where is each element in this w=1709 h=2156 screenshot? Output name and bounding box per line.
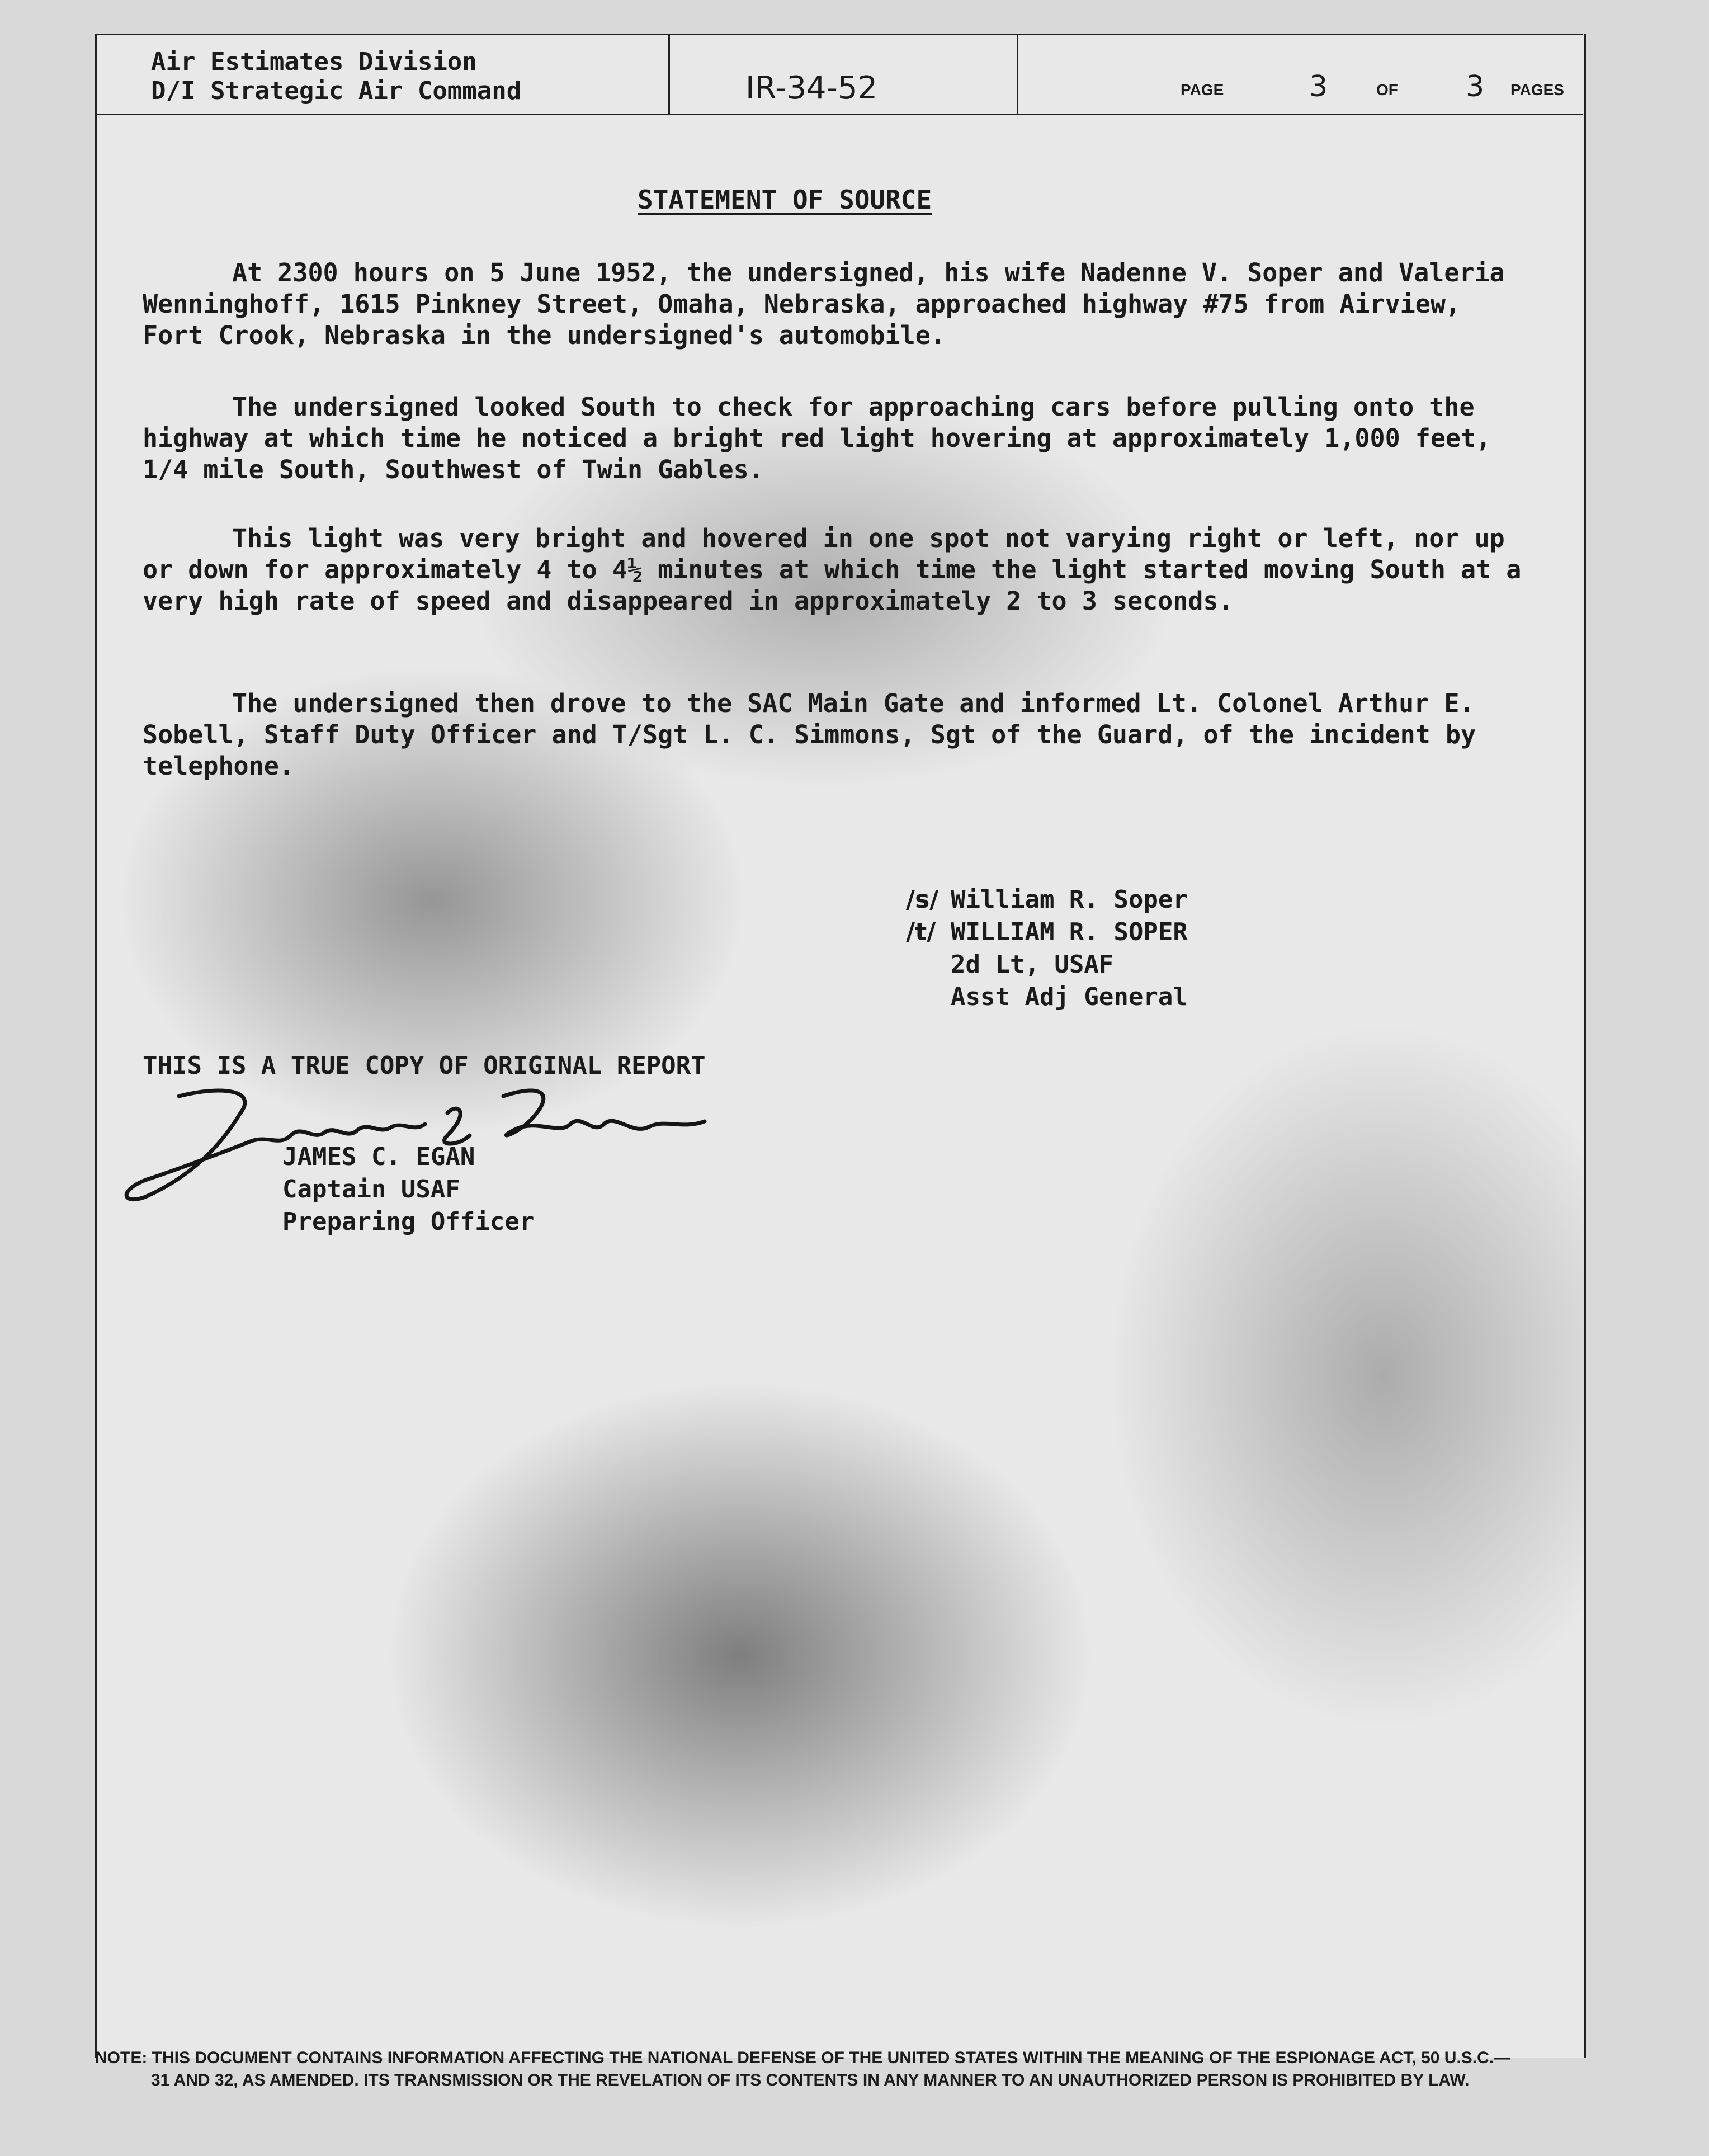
paragraph-2: The undersigned looked South to check for approaching cars before pulling onto the highway at which time he noticed a bright red light hovering at approximately 1,000 feet, 1/4 mile South, Southwest of Twin Gables. bbox=[143, 392, 1491, 484]
preparer-block bbox=[282, 1141, 534, 1238]
of-label: OF bbox=[1376, 81, 1398, 98]
signature-marks bbox=[906, 884, 951, 949]
org-line-1: Air Estimates Division bbox=[151, 48, 477, 76]
preparer-rank: Captain USAF bbox=[282, 1175, 460, 1204]
signature-block bbox=[906, 884, 1188, 1013]
paragraph-3: This light was very bright and hovered in one spot not varying right or left, nor up or down for approximately 4 to 4½ minutes at which time the light started moving South at a very high rate of speed and disappeared in approximately 2 to 3 seconds. bbox=[143, 523, 1522, 616]
footer-note-line-2: 31 AND 32, AS AMENDED. ITS TRANSMISSION OR THE REVELATION OF ITS CONTENTS IN ANY MANNER TO AN UNAUTHORIZED PERSON IS PROHIBITED BY LAW. bbox=[151, 2071, 1470, 2089]
footer-note bbox=[95, 2047, 1616, 2092]
certification-line: THIS IS A TRUE COPY OF ORIGINAL REPORT bbox=[143, 1051, 706, 1080]
page-total: 3 bbox=[1466, 70, 1485, 103]
signer-title: Asst Adj General bbox=[951, 983, 1188, 1011]
header-table bbox=[95, 34, 1583, 115]
typed-name: WILLIAM R. SOPER bbox=[951, 918, 1188, 946]
org-name bbox=[151, 48, 521, 106]
pages-label: PAGES bbox=[1510, 81, 1564, 98]
header-report-cell bbox=[670, 35, 1018, 114]
document-title: STATEMENT OF SOURCE bbox=[638, 185, 932, 215]
preparer-role: Preparing Officer bbox=[282, 1207, 535, 1236]
preparer-name: JAMES C. EGAN bbox=[282, 1143, 475, 1171]
signer-rank: 2d Lt, USAF bbox=[951, 950, 1114, 979]
paragraph-4: The undersigned then drove to the SAC Main Gate and informed Lt. Colonel Arthur E. Sobell, Staff Duty Officer and T/Sgt L. C. Simmons, Sgt of the Guard, of the incident by telephone. bbox=[143, 688, 1476, 781]
org-line-2: D/I Strategic Air Command bbox=[151, 77, 522, 105]
signed-mark: /s/ bbox=[906, 885, 939, 914]
header-page-cell bbox=[1018, 35, 1583, 114]
page-label: PAGE bbox=[1181, 81, 1224, 98]
paragraph-1: At 2300 hours on 5 June 1952, the undersigned, his wife Nadenne V. Soper and Valeria Wenninghoff, 1615 Pinkney Street, Omaha, Nebraska, approached highway #75 from Airview, Fort Crook, Nebraska in the undersigned's automobile. bbox=[143, 258, 1505, 350]
signed-name: William R. Soper bbox=[951, 885, 1188, 914]
report-number: IR-34-52 bbox=[745, 70, 878, 106]
header-org-cell bbox=[95, 35, 670, 114]
page-number: 3 bbox=[1309, 70, 1328, 103]
footer-note-line-1: NOTE: THIS DOCUMENT CONTAINS INFORMATION AFFECTING THE NATIONAL DEFENSE OF THE UNITED STATES WITHIN THE MEANING OF THE ESPIONAGE ACT, 50 U.S.C.— bbox=[95, 2049, 1511, 2067]
typed-mark: /t/ bbox=[906, 918, 936, 946]
